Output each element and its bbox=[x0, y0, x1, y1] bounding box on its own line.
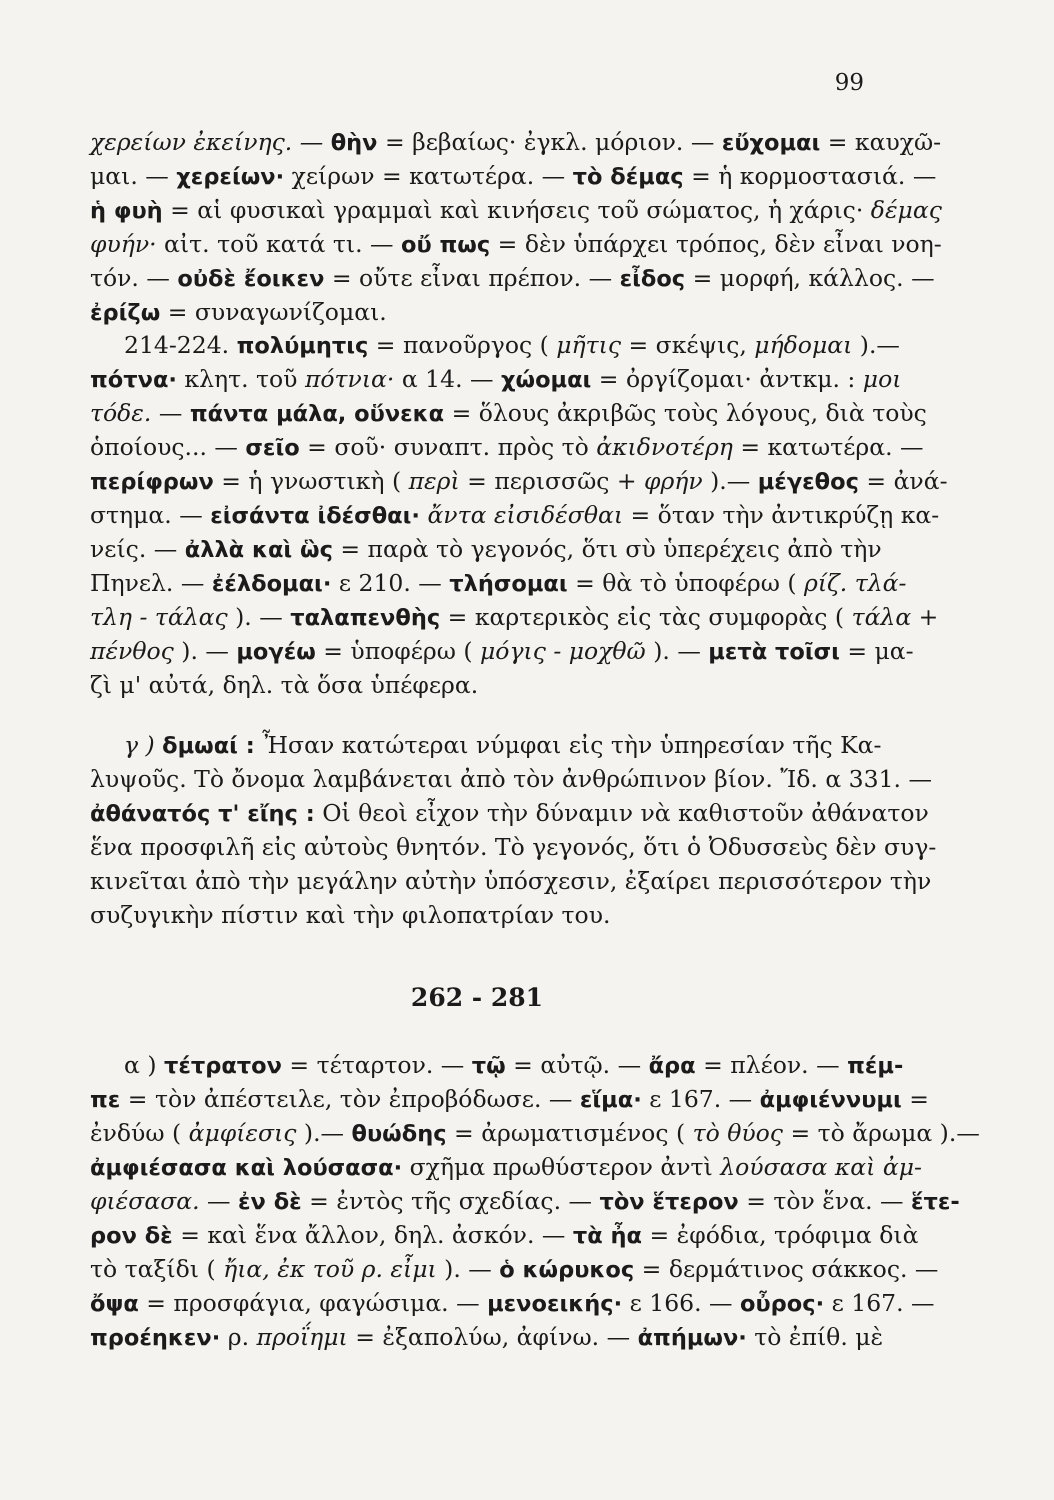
page-number: 99 bbox=[834, 70, 864, 96]
italic-text: ἀμφίεσις bbox=[188, 1119, 297, 1147]
gloss-text: = τὸν ἕνα. — bbox=[738, 1187, 911, 1215]
text-line bbox=[90, 159, 937, 193]
lemma: πάντα μάλα, οὕνεκα bbox=[189, 401, 445, 427]
section-heading: 262 - 281 bbox=[410, 983, 544, 1012]
lemma: ἀμφιέννυμι bbox=[759, 1087, 902, 1113]
gloss-text: νείς. — bbox=[90, 535, 185, 563]
text-line bbox=[90, 227, 942, 261]
lemma: περίφρων bbox=[90, 469, 214, 495]
italic-text: τλη - τάλας bbox=[90, 603, 228, 631]
gloss-text: = ἀνά- bbox=[858, 467, 948, 495]
gloss-text: = ὅταν τὴν ἀντικρύζῃ κα- bbox=[623, 501, 940, 529]
gloss-text: = ἡ γνωστικὴ ( bbox=[213, 467, 409, 495]
gloss-text: = θὰ τὸ ὑποφέρω ( bbox=[567, 569, 804, 597]
text-line bbox=[90, 864, 932, 898]
lemma: ἀπήμων· bbox=[637, 1325, 747, 1351]
text-line bbox=[90, 1218, 919, 1252]
italic-text: προΐημι bbox=[256, 1323, 348, 1351]
italic-text: μῆτις bbox=[556, 331, 622, 359]
gloss-text: = βεβαίως· ἐγκλ. μόριον. — bbox=[377, 128, 722, 156]
text-line bbox=[90, 668, 864, 702]
italic-text: μοι bbox=[862, 365, 902, 393]
lemma: οὔ πως bbox=[401, 232, 491, 258]
lemma: πε bbox=[90, 1087, 121, 1113]
italic-text: μόγις - μοχθῶ bbox=[480, 637, 646, 665]
text-line bbox=[90, 532, 882, 566]
gloss-text: σχῆμα πρωθύστερον ἀντὶ bbox=[402, 1153, 721, 1181]
lemma: τὰ ἦα bbox=[572, 1223, 643, 1249]
lemma: χερείων· bbox=[176, 164, 285, 190]
gloss-text: = πλέον. — bbox=[695, 1051, 848, 1079]
lemma: ἀθάνατός τ' εἴης : bbox=[90, 801, 315, 827]
lemma: τῷ bbox=[471, 1053, 506, 1079]
lemma: θυώδης bbox=[351, 1121, 447, 1147]
lemma: οὖρος· bbox=[740, 1291, 825, 1317]
gloss-text: + bbox=[911, 603, 939, 631]
italic-text: ρίζ. τλά- bbox=[804, 569, 907, 597]
gloss-text: = τέταρτον. — bbox=[281, 1051, 472, 1079]
gloss-text: ε 166. — bbox=[622, 1289, 741, 1317]
italic-text: πότνια· bbox=[304, 365, 395, 393]
lemma: πέμ- bbox=[847, 1053, 904, 1079]
gloss-text: = περισσῶς + bbox=[459, 467, 645, 495]
text-line bbox=[90, 1116, 980, 1150]
lemma: εἰσάντα ἰδέσθαι· bbox=[210, 503, 420, 529]
gloss-text: = συναγωνίζομαι. bbox=[160, 298, 387, 326]
gloss-text: = δὲν ὑπάρχει τρόπος, δὲν εἶναι νοη- bbox=[490, 230, 942, 258]
gloss-text: αἰτ. τοῦ κατά τι. — bbox=[156, 230, 401, 258]
lemma: ρον δὲ bbox=[90, 1223, 173, 1249]
text-line bbox=[90, 830, 937, 864]
lemma: πολύμητις bbox=[236, 333, 369, 359]
gloss-text: ). — bbox=[227, 603, 291, 631]
gloss-text: = ἐξαπολύω, ἀφίνω. — bbox=[347, 1323, 638, 1351]
italic-text: τὸ θύος bbox=[692, 1119, 783, 1147]
text-line bbox=[90, 1252, 939, 1286]
lemma: μέγεθος bbox=[757, 469, 859, 495]
text-line bbox=[90, 1150, 922, 1184]
italic-text: φρήν bbox=[644, 467, 703, 495]
gloss-text: = ἐντὸς τῆς σχεδίας. — bbox=[301, 1187, 600, 1215]
gloss-text: ζὶ μ' αὐτά, δηλ. τὰ ὅσα ὑπέφερα. bbox=[90, 671, 479, 699]
text-line bbox=[90, 1082, 929, 1116]
text-line bbox=[90, 1320, 884, 1354]
gloss-text: — bbox=[151, 399, 190, 427]
gloss-text: = καρτερικὸς εἰς τὰς συμφορὰς ( bbox=[440, 603, 852, 631]
lemma: ἐέλδομαι· bbox=[211, 571, 332, 597]
gloss-text: κλητ. τοῦ bbox=[176, 365, 305, 393]
gloss-text: Ἦσαν κατώτεραι νύμφαι εἰς τὴν ὑπηρεσίαν τῆς Κα- bbox=[254, 731, 882, 759]
italic-text: τόδε. bbox=[90, 399, 152, 427]
gloss-text: = δερμάτινος σάκκος. — bbox=[634, 1255, 939, 1283]
text-line bbox=[124, 728, 882, 762]
text-line bbox=[90, 498, 940, 532]
gloss-text: ).— bbox=[852, 331, 900, 359]
italic-text: ἤια, ἐκ τοῦ ρ. εἶμι bbox=[223, 1255, 437, 1283]
italic-text: φυήν· bbox=[90, 230, 157, 258]
gloss-text: ). — bbox=[173, 637, 237, 665]
lemma: ἄρα bbox=[648, 1053, 696, 1079]
lemma: ταλαπενθὴς bbox=[290, 605, 441, 631]
gloss-text: ἕνα προσφιλῆ εἰς αὐτοὺς θνητόν. Τὸ γεγονός, ὅτι ὁ Ὀδυσσεὺς δὲν συγ- bbox=[90, 833, 937, 861]
italic-text: ἄντα εἰσιδέσθαι bbox=[427, 501, 624, 529]
gloss-text: = ἡ κορμοστασιά. — bbox=[683, 162, 937, 190]
lemma: οὐδὲ ἔοικεν bbox=[177, 266, 325, 292]
italic-text: φιέσασα. bbox=[90, 1187, 200, 1215]
lemma: θὴν bbox=[330, 130, 378, 156]
text-line bbox=[90, 295, 864, 329]
gloss-text: ). — bbox=[645, 637, 709, 665]
lemma: προέηκεν· bbox=[90, 1325, 221, 1351]
text-line bbox=[90, 600, 939, 634]
text-line bbox=[90, 261, 935, 295]
gloss-text: Πηνελ. — bbox=[90, 569, 212, 597]
gloss-text: ε 167. — bbox=[641, 1085, 760, 1113]
lemma: ἡ φυὴ bbox=[90, 198, 163, 224]
gloss-text: ὁποίους... — bbox=[90, 433, 246, 461]
text-line bbox=[90, 634, 914, 668]
lemma: ἐρίζω bbox=[90, 300, 161, 326]
lemma: ἕτε- bbox=[910, 1189, 960, 1215]
italic-text: ἀκιδνοτέρη bbox=[596, 433, 733, 461]
gloss-text: ε 167. — bbox=[824, 1289, 935, 1317]
gloss-text: συζυγικὴν πίστιν καὶ τὴν φιλοπατρίαν του. bbox=[90, 901, 611, 929]
italic-text: μήδομαι bbox=[754, 331, 853, 359]
lemma: τὸ δέμας bbox=[572, 164, 684, 190]
italic-text: δέμας bbox=[870, 196, 942, 224]
lemma: σεῖο bbox=[245, 435, 300, 461]
text-line bbox=[90, 566, 907, 600]
text-line bbox=[124, 1048, 904, 1082]
gloss-text: στημα. — bbox=[90, 501, 211, 529]
gloss-text: λυψοῦς. Τὸ ὄνομα λαμβάνεται ἀπὸ τὸν ἀνθρώπινον βίον. Ἴδ. α 331. — bbox=[90, 765, 932, 793]
text-line bbox=[124, 328, 900, 362]
gloss-text: = τὸν ἀπέστειλε, τὸν ἐπροβόδωσε. — bbox=[120, 1085, 580, 1113]
text-line bbox=[90, 1286, 935, 1320]
gloss-text: ).— bbox=[296, 1119, 352, 1147]
gloss-text: = αὐτῷ. — bbox=[505, 1051, 649, 1079]
gloss-text: = bbox=[901, 1085, 929, 1113]
gloss-text: τὸ ταξίδι ( bbox=[90, 1255, 224, 1283]
text-line bbox=[90, 193, 942, 227]
lemma: ὁ κώρυκος bbox=[499, 1257, 635, 1283]
gloss-text: = ἀρωματισμένος ( bbox=[446, 1119, 693, 1147]
text-line bbox=[90, 464, 948, 498]
lemma: μετὰ τοῖσι bbox=[708, 639, 840, 665]
italic-text: πένθος bbox=[90, 637, 174, 665]
gloss-text: μαι. — bbox=[90, 162, 177, 190]
gloss-text: ἐνδύω ( bbox=[90, 1119, 189, 1147]
gloss-text: = ἐφόδια, τρόφιμα διὰ bbox=[642, 1221, 919, 1249]
gloss-text: ρ. bbox=[220, 1323, 257, 1351]
italic-text: λούσασα καὶ ἀμ- bbox=[720, 1153, 922, 1181]
gloss-text: = οὔτε εἶναι πρέπον. — bbox=[324, 264, 620, 292]
text-line bbox=[90, 362, 902, 396]
gloss-text: = ὅλους ἀκριβῶς τοὺς λόγους, διὰ τοὺς bbox=[444, 399, 927, 427]
lemma: μογέω bbox=[236, 639, 316, 665]
gloss-text: — bbox=[199, 1187, 239, 1215]
lemma: εὔχομαι bbox=[721, 130, 821, 156]
gloss-text: = ὑποφέρω ( bbox=[315, 637, 481, 665]
text-line bbox=[90, 396, 927, 430]
lemma: εἶδος bbox=[619, 266, 686, 292]
gloss-text: = μα- bbox=[839, 637, 914, 665]
gloss-text: = τὸ ἄρωμα ).— bbox=[782, 1119, 980, 1147]
lemma: τέτρατον bbox=[163, 1053, 282, 1079]
gloss-text: = αἱ φυσικαὶ γραμμαὶ καὶ κινήσεις τοῦ σώματος, ἡ χάρις· bbox=[162, 196, 871, 224]
gloss-text: τὸ ἐπίθ. μὲ bbox=[746, 1323, 884, 1351]
gloss-text: ε 210. — bbox=[331, 569, 450, 597]
gloss-text: κινεῖται ἀπὸ τὴν μεγάλην αὐτὴν ὑπόσχεσιν, ἐξαίρει περισσότερον τὴν bbox=[90, 867, 932, 895]
lemma: τλήσομαι bbox=[449, 571, 568, 597]
text-line bbox=[90, 796, 929, 830]
italic-text: γ ) bbox=[124, 731, 163, 759]
gloss-text: = παρὰ τὸ γεγονός, ὅτι σὺ ὑπερέχεις ἀπὸ τὴν bbox=[332, 535, 882, 563]
text-line bbox=[90, 125, 942, 159]
lemma: ἀμφιέσασα καὶ λούσασα· bbox=[90, 1155, 403, 1181]
lemma: χώομαι bbox=[501, 367, 592, 393]
text-line bbox=[90, 762, 932, 796]
lemma: μενοεικής· bbox=[487, 1291, 623, 1317]
lemma: δμωαί : bbox=[162, 733, 255, 759]
gloss-text: ).— bbox=[702, 467, 758, 495]
italic-text: τάλα bbox=[851, 603, 912, 631]
italic-text: χερείων ἐκείνης. — bbox=[90, 128, 331, 156]
gloss-text: = καυχῶ- bbox=[820, 128, 942, 156]
gloss-text: = σοῦ· συναπτ. πρὸς τὸ bbox=[299, 433, 597, 461]
lemma: ὄψα bbox=[90, 1291, 139, 1317]
gloss-text: α 14. — bbox=[394, 365, 501, 393]
lemma: πότνα· bbox=[90, 367, 177, 393]
gloss-text: 214-224. bbox=[124, 331, 237, 359]
gloss-text: τόν. — bbox=[90, 264, 178, 292]
gloss-text: Οἱ θεοὶ εἶχον τὴν δύναμιν νὰ καθιστοῦν ἀθάνατον bbox=[314, 799, 929, 827]
text-line bbox=[90, 898, 864, 932]
text-line bbox=[90, 430, 924, 464]
text-line bbox=[90, 1184, 960, 1218]
gloss-text: = ὀργίζομαι· ἀντκμ. : bbox=[591, 365, 863, 393]
gloss-text: χείρων = κατωτέρα. — bbox=[284, 162, 573, 190]
lemma: εἵμα· bbox=[579, 1087, 642, 1113]
gloss-text: = καὶ ἕνα ἄλλον, δηλ. ἀσκόν. — bbox=[172, 1221, 573, 1249]
gloss-text: = σκέψις, bbox=[621, 331, 755, 359]
italic-text: περὶ bbox=[408, 467, 460, 495]
lemma: τὸν ἕτερον bbox=[599, 1189, 739, 1215]
gloss-text: = πανοῦργος ( bbox=[368, 331, 557, 359]
gloss-text: = προσφάγια, φαγώσιμα. — bbox=[138, 1289, 488, 1317]
gloss-text: = μορφή, κάλλος. — bbox=[685, 264, 935, 292]
lemma: ἀλλὰ καὶ ὣς bbox=[184, 537, 333, 563]
gloss-text: ). — bbox=[436, 1255, 500, 1283]
gloss-text: α ) bbox=[124, 1051, 164, 1079]
lemma: ἐν δὲ bbox=[238, 1189, 302, 1215]
gloss-text: = κατωτέρα. — bbox=[732, 433, 924, 461]
